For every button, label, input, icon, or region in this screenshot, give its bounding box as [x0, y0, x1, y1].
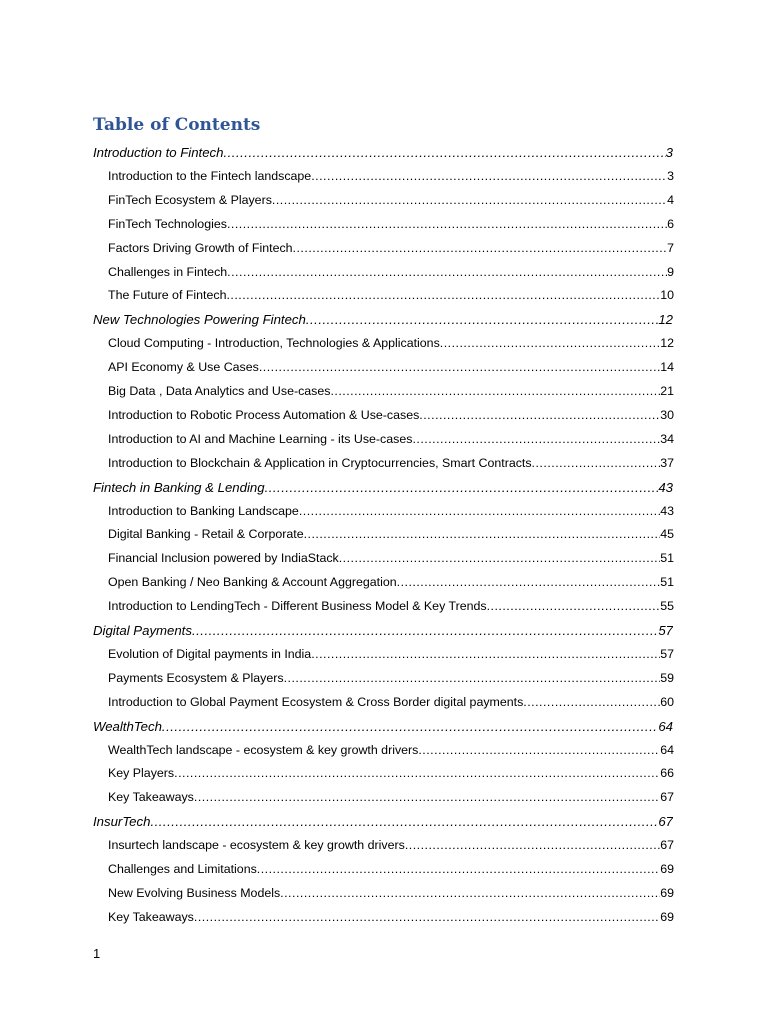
toc-entry-page: 55 [660, 599, 674, 614]
toc-entry-title: Digital Banking - Retail & Corporate [108, 527, 304, 542]
toc-entry-page: 37 [660, 455, 674, 470]
toc-chapter-entry[interactable] [93, 814, 673, 834]
toc-entry-page: 4 [667, 192, 674, 207]
toc-dot-leader [419, 408, 660, 422]
toc-section-entry[interactable] [108, 838, 674, 858]
toc-entry-page: 57 [660, 646, 674, 661]
toc-entry-page: 45 [660, 527, 674, 542]
toc-entry-title: Open Banking / Neo Banking & Account Aggregation [108, 575, 397, 590]
toc-dot-leader [227, 217, 667, 231]
toc-entry-page: 66 [660, 766, 674, 781]
toc-section-entry[interactable] [108, 790, 674, 810]
toc-entry-title: Introduction to Global Payment Ecosystem & Cross Border digital payments [108, 694, 524, 709]
toc-section-entry[interactable] [108, 695, 674, 715]
toc-dot-leader [226, 288, 660, 302]
toc-entry-page: 12 [658, 312, 673, 328]
toc-entry-title: Fintech in Banking & Lending [93, 479, 265, 495]
toc-entry-title: Introduction to Robotic Process Automation & Use-cases [108, 407, 420, 422]
toc-dot-leader [162, 719, 658, 734]
toc-entry-title: Introduction to AI and Machine Learning - its Use-cases [108, 431, 413, 446]
toc-dot-leader [311, 647, 660, 661]
toc-entry-title: Introduction to Blockchain & Application in Cryptocurrencies, Smart Contracts [108, 455, 532, 470]
toc-entry-title: WealthTech [93, 718, 162, 734]
toc-entry-title: Introduction to Banking Landscape [108, 503, 299, 518]
toc-dot-leader [405, 838, 660, 852]
toc-entry-page: 12 [660, 336, 674, 351]
toc-entry-page: 21 [660, 384, 674, 398]
toc-entry-page: 67 [658, 814, 673, 830]
toc-section-entry[interactable] [108, 169, 674, 189]
toc-entry-page: 51 [660, 551, 674, 566]
toc-entry-title: Cloud Computing - Introduction, Technologies & Applications [108, 336, 440, 351]
toc-section-entry[interactable] [108, 384, 674, 404]
toc-entry-page: 3 [665, 145, 673, 160]
toc-title: Table of Contents [93, 115, 261, 135]
toc-entry-title: The Future of Fintech [108, 288, 227, 303]
toc-entry-title: Introduction to Fintech [93, 145, 224, 160]
toc-entry-page: 67 [660, 838, 674, 853]
toc-dot-leader [284, 671, 661, 685]
toc-entry-page: 69 [660, 885, 674, 900]
toc-section-entry[interactable] [108, 456, 674, 476]
toc-dot-leader [532, 456, 661, 470]
toc-dot-leader [397, 575, 661, 589]
toc-entry-page: 43 [658, 479, 673, 495]
toc-entry-title: FinTech Technologies [108, 216, 227, 231]
toc-dot-leader [293, 241, 668, 255]
toc-entry-title: Introduction to the Fintech landscape [108, 168, 312, 183]
toc-section-entry[interactable] [108, 743, 674, 763]
toc-dot-leader [272, 193, 667, 207]
toc-entry-title: New Technologies Powering Fintech [93, 312, 306, 328]
toc-entry-title: Key Takeaways [108, 790, 194, 805]
toc-entry-title: Big Data , Data Analytics and Use-cases [108, 384, 331, 398]
toc-entry-page: 10 [660, 288, 674, 303]
toc-section-entry[interactable] [108, 193, 674, 213]
toc-entry-title: FinTech Ecosystem & Players [108, 192, 272, 207]
toc-section-entry[interactable] [108, 241, 674, 261]
toc-chapter-entry[interactable] [93, 623, 673, 643]
toc-chapter-entry[interactable] [93, 145, 673, 165]
toc-entry-page: 6 [667, 216, 674, 231]
toc-entry-page: 30 [660, 407, 674, 422]
toc-entry-title: Introduction to LendingTech - Different Business Model & Key Trends [108, 599, 487, 614]
toc-section-entry[interactable] [108, 360, 674, 380]
toc-section-entry[interactable] [108, 336, 674, 356]
toc-dot-leader [311, 169, 667, 183]
toc-dot-leader [265, 480, 659, 495]
toc-entry-page: 59 [660, 670, 674, 685]
toc-entry-page: 67 [660, 790, 674, 805]
toc-section-entry[interactable] [108, 551, 674, 571]
toc-entry-page: 43 [660, 503, 674, 518]
toc-dot-leader [194, 910, 660, 924]
toc-dot-leader [306, 312, 659, 327]
toc-dot-leader [194, 790, 660, 804]
toc-dot-leader [192, 623, 658, 638]
toc-entry-page: 60 [660, 694, 674, 709]
toc-entry-page: 14 [660, 360, 674, 375]
toc-entry-title: Factors Driving Growth of Fintech [108, 240, 293, 255]
toc-dot-leader [418, 743, 660, 757]
toc-section-entry[interactable] [108, 527, 674, 547]
toc-entry-page: 9 [667, 264, 674, 279]
toc-dot-leader [487, 599, 661, 613]
toc-dot-leader [339, 551, 660, 565]
toc-dot-leader [259, 360, 660, 374]
toc-entry-page: 57 [658, 623, 673, 638]
toc-dot-leader [299, 504, 660, 518]
toc-dot-leader [257, 862, 660, 876]
toc-section-entry[interactable] [108, 288, 674, 308]
toc-dot-leader [227, 265, 667, 279]
toc-dot-leader [304, 527, 661, 541]
toc-dot-leader [412, 432, 660, 446]
toc-section-entry[interactable] [108, 575, 674, 595]
toc-section-entry[interactable] [108, 862, 674, 882]
toc-entry-page: 64 [660, 742, 674, 757]
toc-entry-title: InsurTech [93, 814, 151, 830]
toc-entry-title: New Evolving Business Models [108, 885, 281, 900]
toc-section-entry[interactable] [108, 504, 674, 524]
toc-entry-page: 64 [658, 718, 673, 734]
toc-entry-page: 7 [667, 240, 674, 255]
toc-section-entry[interactable] [108, 886, 674, 906]
toc-entry-page: 69 [660, 909, 674, 924]
toc-section-entry[interactable] [108, 671, 674, 691]
toc-entry-title: Challenges and Limitations [108, 862, 257, 876]
toc-entry-page: 69 [660, 862, 674, 876]
toc-entry-title: Key Players [108, 766, 175, 781]
toc-entry-page: 3 [667, 168, 674, 183]
toc-entry-title: Digital Payments [93, 623, 192, 638]
toc-section-entry[interactable] [108, 432, 674, 452]
toc-section-entry[interactable] [108, 647, 674, 667]
toc-section-entry[interactable] [108, 217, 674, 237]
toc-entry-title: Challenges in Fintech [108, 264, 228, 279]
toc-section-entry[interactable] [108, 910, 674, 930]
toc-entry-title: API Economy & Use Cases [108, 360, 259, 375]
toc-dot-leader [440, 336, 660, 350]
toc-dot-leader [330, 384, 660, 398]
toc-entry-title: Payments Ecosystem & Players [108, 670, 284, 685]
toc-entry-title: Financial Inclusion powered by IndiaStack [108, 551, 339, 566]
toc-entry-title: Evolution of Digital payments in India [108, 646, 312, 661]
toc-section-entry[interactable] [108, 265, 674, 285]
toc-chapter-entry[interactable] [93, 480, 673, 500]
toc-chapter-entry[interactable] [93, 719, 673, 739]
toc-entry-title: WealthTech landscape - ecosystem & key growth drivers [108, 742, 419, 757]
toc-dot-leader [280, 886, 660, 900]
toc-dot-leader [223, 145, 665, 160]
toc-entry-page: 34 [660, 431, 674, 446]
toc-section-entry[interactable] [108, 766, 674, 786]
toc-dot-leader [174, 766, 660, 780]
toc-dot-leader [150, 814, 658, 829]
toc-section-entry[interactable] [108, 599, 674, 619]
toc-chapter-entry[interactable] [93, 312, 673, 332]
toc-entry-title: Insurtech landscape - ecosystem & key growth drivers [108, 838, 405, 853]
page-number: 1 [93, 946, 101, 961]
toc-entry-title: Key Takeaways [108, 909, 194, 924]
toc-section-entry[interactable] [108, 408, 674, 428]
toc-entry-page: 51 [660, 575, 674, 590]
toc-dot-leader [523, 695, 660, 709]
